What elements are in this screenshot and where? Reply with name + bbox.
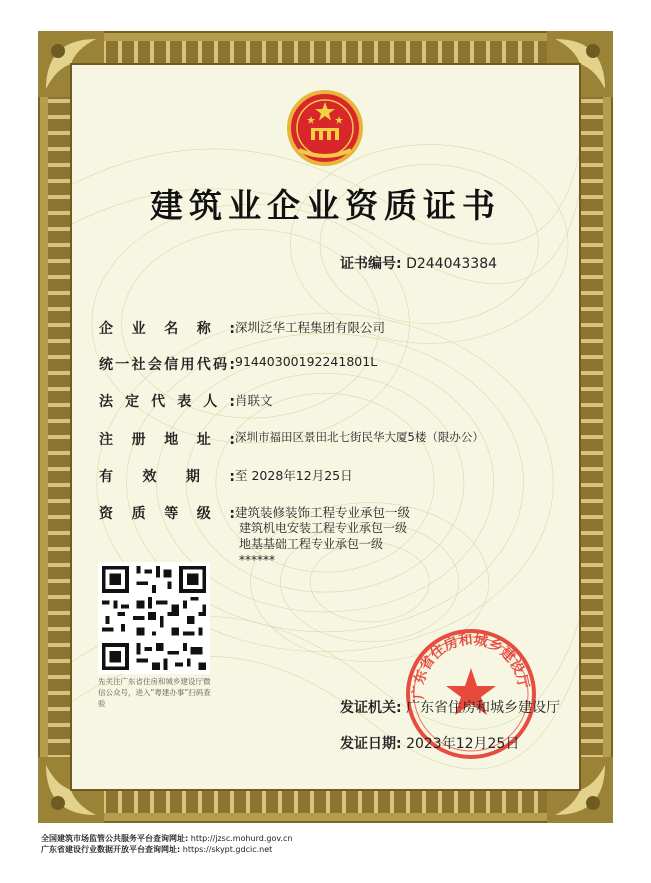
field-value: 深圳泛华工程集团有限公司 xyxy=(235,320,386,335)
issue-date-value: 2023年12月25日 xyxy=(406,736,520,752)
footer-query-links xyxy=(41,833,292,855)
qr-code-note: 先关注广东省住房和城乡建设厅微信公众号，进入“粤建办事”扫码查验 xyxy=(98,677,211,708)
issuing-authority-label: 发证机关: xyxy=(340,700,402,716)
field-validity xyxy=(99,466,353,486)
qualification-item: 建筑机电安装工程专业承包一级 xyxy=(239,521,408,535)
certificate-title: 建筑业企业资质证书 xyxy=(150,186,501,225)
footer-line xyxy=(41,833,292,844)
issuing-authority xyxy=(340,697,560,717)
field-label: 资质等级: xyxy=(99,506,235,522)
qualification-item: 地基基础工程专业承包一级 xyxy=(239,537,384,551)
field-value: 肖联文 xyxy=(235,393,273,408)
certificate-number-label: 证书编号: xyxy=(340,256,402,272)
field-label: 企业名称: xyxy=(99,321,235,337)
qualification-list xyxy=(239,520,407,568)
certificate-number xyxy=(340,253,497,273)
issue-date xyxy=(340,733,519,753)
field-label: 注册地址: xyxy=(99,432,235,448)
field-value: 深圳市福田区景田北七街民华大厦5楼（限办公） xyxy=(235,430,484,444)
field-label: 法定代表人: xyxy=(99,394,235,410)
footer-label: 全国建筑市场监管公共服务平台查询网址: xyxy=(41,834,189,843)
qualification-item: ****** xyxy=(239,553,275,567)
footer-link[interactable]: https://skypt.gdcic.net xyxy=(182,845,273,854)
footer-label: 广东省建设行业数据开放平台查询网址: xyxy=(41,845,181,854)
field-value: 建筑装修装饰工程专业承包一级 xyxy=(235,505,411,520)
field-value: 至 2028年12月25日 xyxy=(235,468,353,483)
field-registered-address xyxy=(99,429,484,449)
field-label: 有效期: xyxy=(99,469,235,485)
certificate-number-value: D244043384 xyxy=(406,256,498,272)
field-credit-code xyxy=(99,354,377,374)
footer-line xyxy=(41,844,292,855)
field-value: 91440300192241801L xyxy=(235,354,378,369)
seal-text: 广东省住房和城乡建设厅 xyxy=(410,631,532,700)
national-emblem-icon xyxy=(285,88,365,168)
qr-code[interactable] xyxy=(98,562,210,674)
issuing-authority-value: 广东省住房和城乡建设厅 xyxy=(406,700,561,716)
field-legal-representative xyxy=(99,391,273,411)
field-label: 统一社会信用代码: xyxy=(99,357,235,373)
field-company-name xyxy=(99,318,385,338)
footer-link[interactable]: http://jzsc.mohurd.gov.cn xyxy=(190,834,293,843)
issue-date-label: 发证日期: xyxy=(340,736,402,752)
